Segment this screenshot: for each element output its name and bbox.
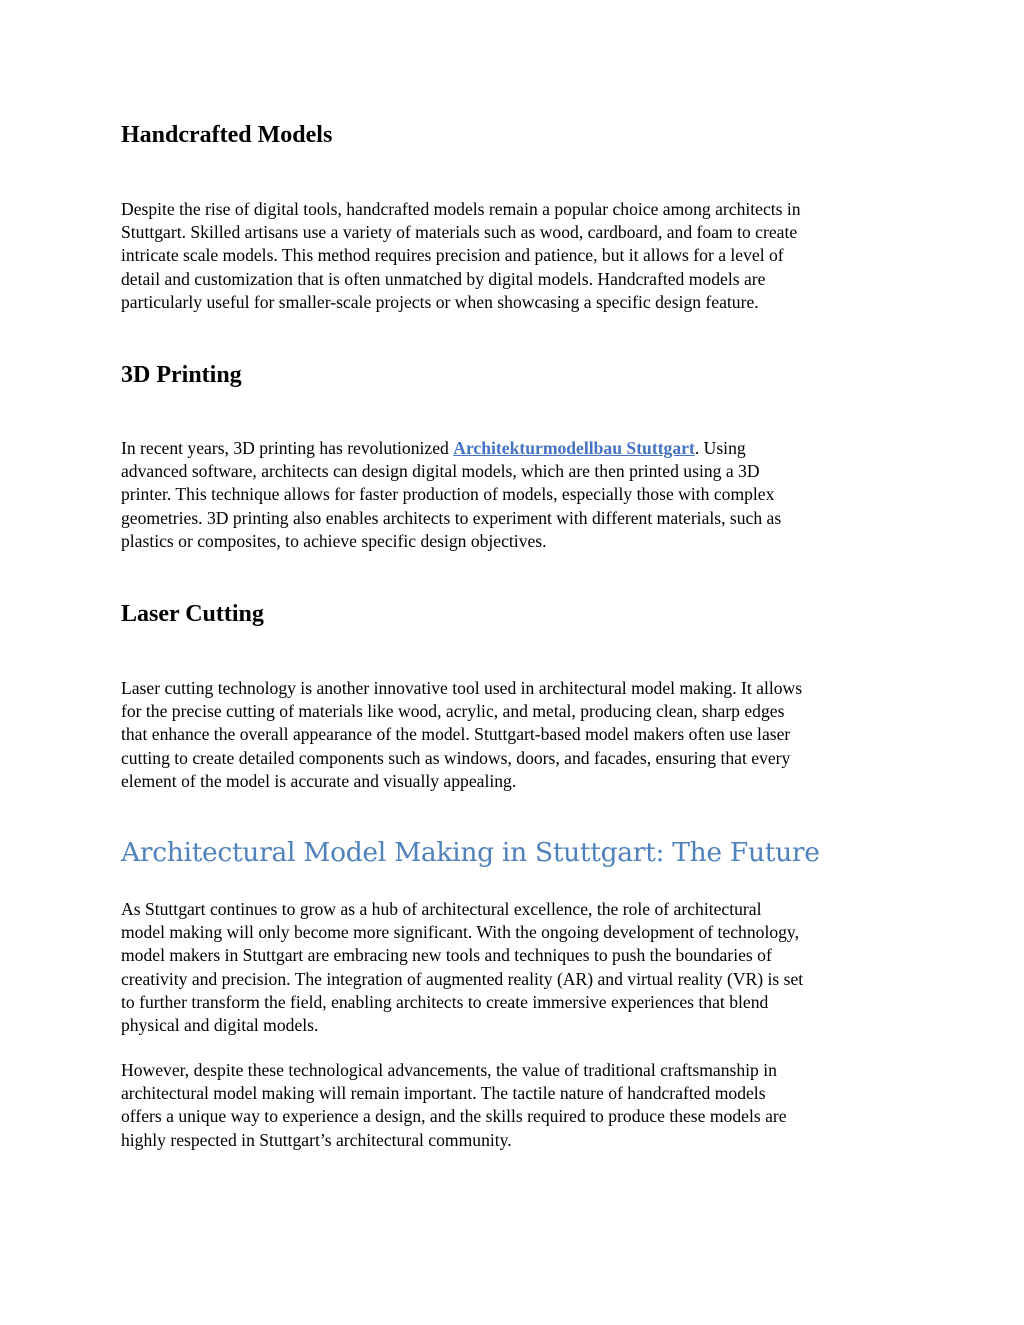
text-line: intricate scale models. This method requires precision and patience, but it allows for a level of [121, 245, 784, 266]
text-line: highly respected in Stuttgart’s architectural community. [121, 1129, 512, 1150]
text-run: In recent years, 3D printing has revolutionized [121, 438, 454, 458]
text-line: physical and digital models. [121, 1015, 319, 1036]
architekturmodellbau-stuttgart-link[interactable]: Architekturmodellbau Stuttgart [453, 438, 695, 458]
text-line: detail and customization that is often unmatched by digital models. Handcrafted models are [121, 268, 766, 289]
text-line: that enhance the overall appearance of the model. Stuttgart-based model makers often use laser [121, 724, 791, 745]
text-line: Laser cutting technology is another innovative tool used in architectural model making. It allows [121, 678, 803, 698]
heading-3d-printing: 3D Printing [121, 362, 242, 388]
text-line: creativity and precision. The integration of augmented reality (AR) and virtual reality (VR) is set [121, 968, 804, 989]
text-line: cutting to create detailed components such as windows, doors, and facades, ensuring that every [121, 747, 791, 768]
text-line: for the precise cutting of materials like wood, acrylic, and metal, producing clean, sharp edges [121, 701, 785, 722]
text-line: Despite the rise of digital tools, handcrafted models remain a popular choice among architects in [121, 199, 801, 219]
paragraph-laser-cutting [121, 677, 906, 793]
text-line: offers a unique way to experience a design, and the skills required to produce these models are [121, 1106, 787, 1127]
text-line: printer. This technique allows for faster production of models, especially those with complex [121, 484, 775, 505]
text-line: geometries. 3D printing also enables architects to experiment with different materials, such as [121, 507, 782, 528]
text-line: Stuttgart. Skilled artisans use a variety of materials such as wood, cardboard, and foam to create [121, 222, 798, 243]
paragraph-future-2 [121, 1059, 906, 1152]
text-line: architectural model making will remain important. The tactile nature of handcrafted models [121, 1083, 766, 1104]
text-line: However, despite these technological advancements, the value of traditional craftsmanship in [121, 1060, 777, 1080]
heading-laser-cutting: Laser Cutting [121, 601, 264, 627]
text-line: element of the model is accurate and visually appealing. [121, 770, 517, 791]
paragraph-handcrafted-models [121, 198, 906, 314]
text-line [121, 437, 906, 460]
text-line: plastics or composites, to achieve specific design objectives. [121, 530, 547, 551]
text-line: model making will only become more significant. With the ongoing development of technology, [121, 922, 799, 943]
text-line: particularly useful for smaller-scale projects or when showcasing a specific design feature. [121, 291, 759, 312]
text-line: advanced software, architects can design digital models, which are then printed using a 3D [121, 461, 760, 482]
text-line: As Stuttgart continues to grow as a hub of architectural excellence, the role of architectural [121, 899, 762, 919]
text-line: to further transform the field, enabling architects to create immersive experiences that blend [121, 991, 769, 1012]
heading-handcrafted-models: Handcrafted Models [121, 122, 333, 148]
text-line: model makers in Stuttgart are embracing new tools and techniques to push the boundaries of [121, 945, 772, 966]
paragraph-3d-printing [121, 437, 906, 553]
text-run: . Using [694, 438, 746, 458]
heading-future: Architectural Model Making in Stuttgart: The Future [121, 837, 820, 868]
paragraph-future-1 [121, 898, 906, 1037]
